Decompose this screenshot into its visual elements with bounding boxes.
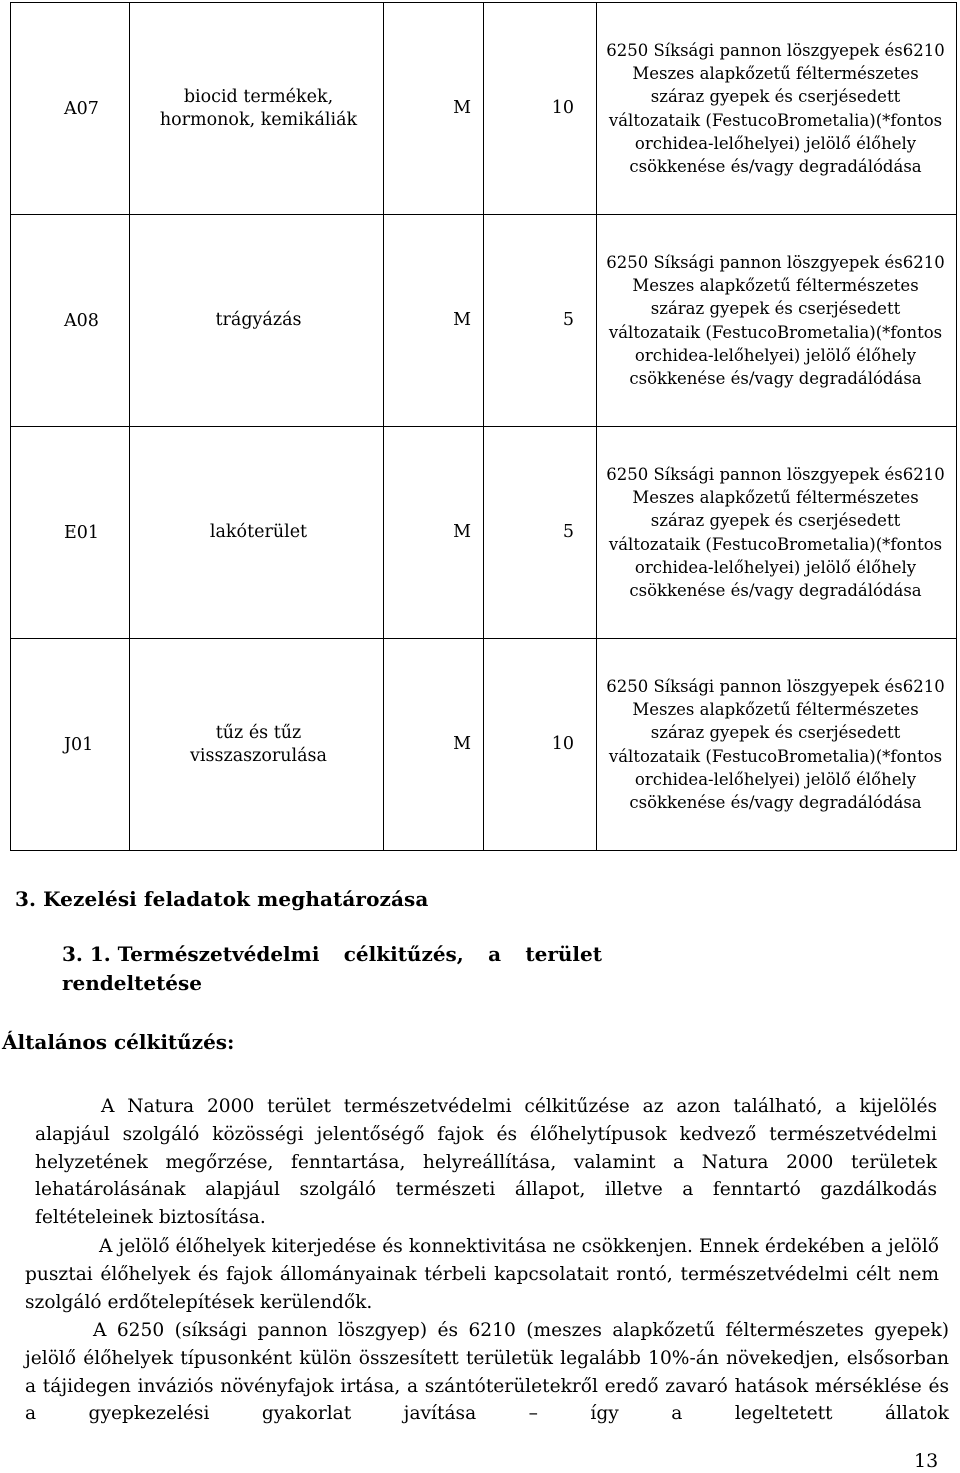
percent-cell: 10 xyxy=(484,3,597,215)
table-row xyxy=(11,3,957,215)
name-cell: lakóterület xyxy=(130,427,384,639)
table-row xyxy=(11,427,957,639)
percent-cell: 5 xyxy=(484,215,597,427)
name-cell: biocid termékek, hormonok, kemikáliák xyxy=(130,3,384,215)
impact-cell: 6250 Síksági pannon löszgyepek és6210 Meszes alapkőzetű féltermészetes száraz gyepek és cserjésedett változataik (FestucoBrometalia)(*fontos orchidea-lelőhelyei) jelölő élőhely csökkenése és/vagy degradálódása xyxy=(597,3,957,215)
sub-heading-line-1 xyxy=(62,940,602,969)
name-cell: trágyázás xyxy=(130,215,384,427)
table-row xyxy=(11,639,957,851)
code-cell: E01 xyxy=(11,427,130,639)
paragraph: A jelölő élőhelyek kiterjedése és konnektivitása ne csökkenjen. Ennek érdekében a jelölő pusztai élőhelyek és fajok állományainak térbeli kapcsolatait rontó, természetvédelmi célt nem szolgáló erdőtelepítések kerülendők. xyxy=(25,1236,939,1313)
table-row xyxy=(11,215,957,427)
sub-heading-word: 3. 1. Természetvédelmi xyxy=(62,942,320,966)
impact-cell: 6250 Síksági pannon löszgyepek és6210 Meszes alapkőzetű féltermészetes száraz gyepek és cserjésedett változataik (FestucoBrometalia)(*fontos orchidea-lelőhelyei) jelölő élőhely csökkenése és/vagy degradálódása xyxy=(597,639,957,851)
percent-cell: 5 xyxy=(484,427,597,639)
rank-cell: M xyxy=(384,639,484,851)
paragraph: A Natura 2000 terület természetvédelmi célkitűzése az azon található, a kijelölés alapjául szolgáló közösségi jelentőségő fajok és élőhelytípusok kedvező természetvédelmi helyzetének megőrzése, fenntartása, helyreállítása, valamint a Natura 2000 területek lehatárolásának alapjául szolgáló természeti állapot, illetve a fenntartó gazdálkodás feltételeinek biztosítása. xyxy=(35,1096,937,1229)
sub-heading xyxy=(62,940,602,998)
impact-cell: 6250 Síksági pannon löszgyepek és6210 Meszes alapkőzetű féltermészetes száraz gyepek és cserjésedett változataik (FestucoBrometalia)(*fontos orchidea-lelőhelyei) jelölő élőhely csökkenése és/vagy degradálódása xyxy=(597,215,957,427)
code-cell: A07 xyxy=(11,3,130,215)
impact-cell: 6250 Síksági pannon löszgyepek és6210 Meszes alapkőzetű féltermészetes száraz gyepek és cserjésedett változataik (FestucoBrometalia)(*fontos orchidea-lelőhelyei) jelölő élőhely csökkenése és/vagy degradálódása xyxy=(597,427,957,639)
general-objective-label: Általános célkitűzés: xyxy=(2,1030,235,1054)
code-cell: J01 xyxy=(11,639,130,851)
sub-heading-word: terület xyxy=(525,942,602,966)
sub-heading-word: célkitűzés, xyxy=(343,942,464,966)
name-cell: tűz és tűz visszaszorulása xyxy=(130,639,384,851)
percent-cell: 10 xyxy=(484,639,597,851)
rank-cell: M xyxy=(384,215,484,427)
paragraph: A 6250 (síksági pannon löszgyep) és 6210 (meszes alapkőzetű féltermészetes gyepek) jelölő élőhelyek típusonként külön összesített területük legalább 10%-án növekedjen, elsősorban a tájidegen inváziós növényfajok irtása, a szántóterületekről eredő zavaró hatások mérséklése és a gyepkezelési gyakorlat javítása – így a legeltetett állatok xyxy=(25,1320,949,1425)
rank-cell: M xyxy=(384,427,484,639)
page-number: 13 xyxy=(914,1450,939,1472)
rank-cell: M xyxy=(384,3,484,215)
sub-heading-word: a xyxy=(488,942,502,966)
section-heading: 3. Kezelési feladatok meghatározása xyxy=(15,887,429,911)
sub-heading-line-2: rendeltetése xyxy=(62,971,203,995)
code-cell: A08 xyxy=(11,215,130,427)
threats-table xyxy=(10,2,957,851)
